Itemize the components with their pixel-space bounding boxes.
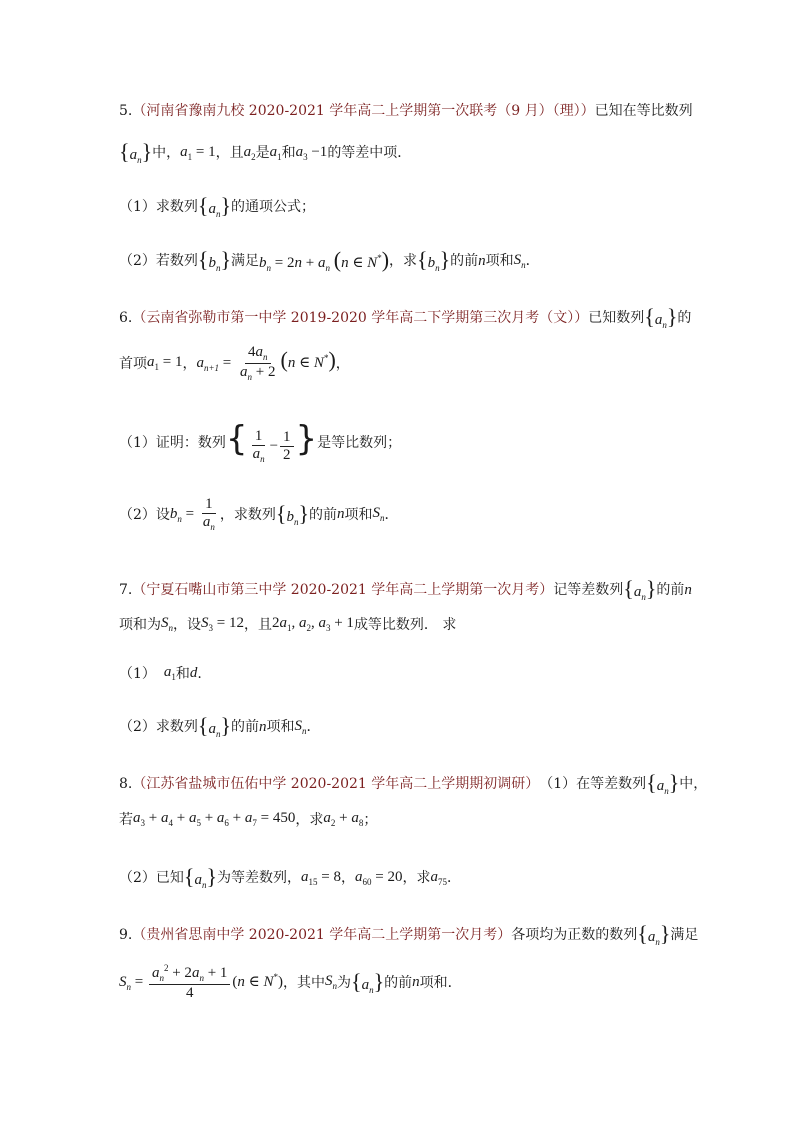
formula: $\{a_n\}$ [644,304,678,330]
problem-source: （河南省豫南九校 2020-2021 学年高二上学期第一次联考（9 月）（理）） [132,103,595,119]
text: ，求 [389,253,418,269]
part-label: （2） [119,506,156,523]
text: 满足 [670,927,699,943]
problem-8-line-2 [119,811,377,828]
text: 求数列 [155,719,198,735]
text: 中， [679,776,708,792]
formula: $b_n$ = $\frac{1}{a_n}$ [169,496,215,532]
problem-number: 7. [119,582,133,598]
text: 是等比数列； [317,435,402,452]
text: ，其中 [283,974,326,991]
formula: $S_n$ [161,615,173,633]
part-label: （2） [119,870,156,886]
formula: { $\frac{1}{a_n}$ − $\frac{1}{2}$ } [225,419,318,465]
text: 若 [119,811,133,828]
problem-6-line-1 [119,306,691,330]
formula: $a_3 + a_4 + a_5 + a_6 + a_7 = 450$ [133,810,296,828]
problem-7-part-2 [119,715,321,739]
problem-5-line-2 [119,141,411,165]
formula: $S_n$ [294,717,307,736]
text: 的等差中项． [327,145,412,161]
text: ． [306,719,321,735]
text: ， [335,355,350,372]
text: 的前 [656,582,685,598]
part-label: （2） [119,719,156,735]
formula: $b_n = 2n + a_n$ (n ∈ N*) [259,247,390,273]
problem-9-line-2 [119,964,462,1001]
formula: $\{a_n\}$ [646,770,680,796]
text: ，且 [215,145,244,161]
problem-5-line-1 [119,104,693,118]
text: 项和． [419,974,462,991]
text: 和 [281,145,296,161]
text: ， [182,355,197,372]
problem-8-part-2 [119,866,461,890]
problem-number: 5. [119,103,133,119]
formula: $\{b_n\}$ [417,247,451,273]
text: （1）在等差数列 [539,776,647,792]
formula: $\{a_n\}$ [351,968,385,995]
problem-5-part-2 [119,249,540,273]
text: 为 [337,974,352,991]
text: 各项均为正数的数列 [511,927,638,943]
problem-8-line-1 [119,772,707,796]
formula: $\{a_n\}$ [197,713,232,739]
text: 成等比数列． 求 [353,616,457,633]
formula: $a_1$ [163,664,176,682]
formula: $\{a_n\}$ [197,193,232,219]
text: 的前 [384,974,413,991]
problem-6-part-2 [119,497,399,532]
text: ． [446,870,461,886]
text: 设 [155,506,170,523]
formula: $S_n$ = $\frac{a_n^2 + 2a_n + 1}{4}$ (n ∈ N*) [119,963,284,1001]
formula: $a_3 -1$ [295,143,328,162]
problem-6-part-1 [119,419,402,465]
text: 的通项公式； [231,199,316,215]
problem-7-part-1 [119,665,202,682]
formula: n [412,974,420,990]
text: 项和 [344,506,373,523]
formula: $S_n$ [513,251,526,270]
text: 和 [175,665,190,682]
problem-source: （云南省弥勒市第一中学 2019-2020 学年高二下学期第三次月考（文）） [132,310,589,326]
formula: d [189,665,198,681]
problem-source: （宁夏石嘴山市第三中学 2020-2021 学年高二上学期第一次月考） [132,582,554,598]
formula: $a_{60} = 20$ [355,868,403,887]
text: 首项 [119,355,147,372]
text: 的前 [309,506,338,523]
problem-number: 6. [119,310,133,326]
formula: $a_1$ [269,143,282,162]
formula: $\{a_n\}$ [119,139,153,165]
problem-9-line-1 [119,923,698,947]
formula: $a_2$ [243,143,256,162]
text: ． [525,253,540,269]
problem-text: 已知在等比数列 [594,103,693,119]
formula: $a_1 = 1$ [147,354,183,372]
formula: $\{b_n\}$ [275,500,310,527]
formula: n [259,718,267,735]
text: ，且 [243,616,272,633]
formula: $a_{n+1}$ = $\frac{4a_n}{a_n + 2}$ (n ∈ N*) [196,344,336,382]
problem-5-part-1 [119,195,315,219]
text: ，求 [295,811,324,828]
formula: $\{a_n\}$ [623,576,657,602]
formula: $a_{75}$ [430,868,447,887]
part-label: （1） [119,199,156,215]
part-label: （2） [119,253,156,269]
text: 是 [255,145,270,161]
text: 项和 [266,719,295,735]
formula: n [478,252,486,269]
text: 中， [152,145,181,161]
problem-7-line-2 [119,616,456,633]
text: 已知数列 [588,310,645,326]
formula: $2a_1$, $a_2$, $a_3 + 1$ [271,615,354,633]
problem-number: 8. [119,776,133,792]
problem-7-line-1 [119,578,692,602]
formula: n [684,581,692,598]
formula: $\{a_n\}$ [637,921,671,947]
text: 求数列 [155,199,198,215]
formula: $S_n$ [325,973,338,991]
text: ； [363,811,378,828]
text: ，设 [173,616,201,633]
text: 的前 [231,719,260,735]
text: 项和为 [119,616,161,633]
problem-number: 9. [119,927,133,943]
text: 的前 [450,253,479,269]
problem-source: （江苏省盐城市伍佑中学 2020-2021 学年高二上学期期初调研） [132,776,540,792]
text: 已知 [155,870,184,886]
formula: n [337,506,345,522]
text: 证明：数列 [155,435,226,452]
formula: $\{a_n\}$ [183,864,218,890]
formula: $\{b_n\}$ [197,247,232,273]
formula: $S_n$ [372,505,385,523]
formula: $S_3 = 12$ [201,615,244,633]
formula: $a_2 + a_8$ [323,810,364,828]
text: ， [341,870,356,886]
text: 若数列 [155,253,198,269]
text: ，求 [402,870,431,886]
part-label: （1） [119,435,156,452]
text: 项和 [485,253,514,269]
problem-6-line-2 [119,345,350,382]
text: 为等差数列， [217,870,302,886]
part-label: （1） [119,665,156,682]
text: . [197,665,202,682]
formula: $a_1 = 1$ [180,143,216,162]
text: ，求数列 [219,506,276,523]
text: ． [384,506,399,523]
text: 的 [677,310,692,326]
text: 记等差数列 [553,582,624,598]
text: 满足 [231,253,260,269]
formula: $a_{15} = 8$ [301,868,342,887]
problem-source: （贵州省思南中学 2020-2021 学年高二上学期第一次月考） [132,927,512,943]
